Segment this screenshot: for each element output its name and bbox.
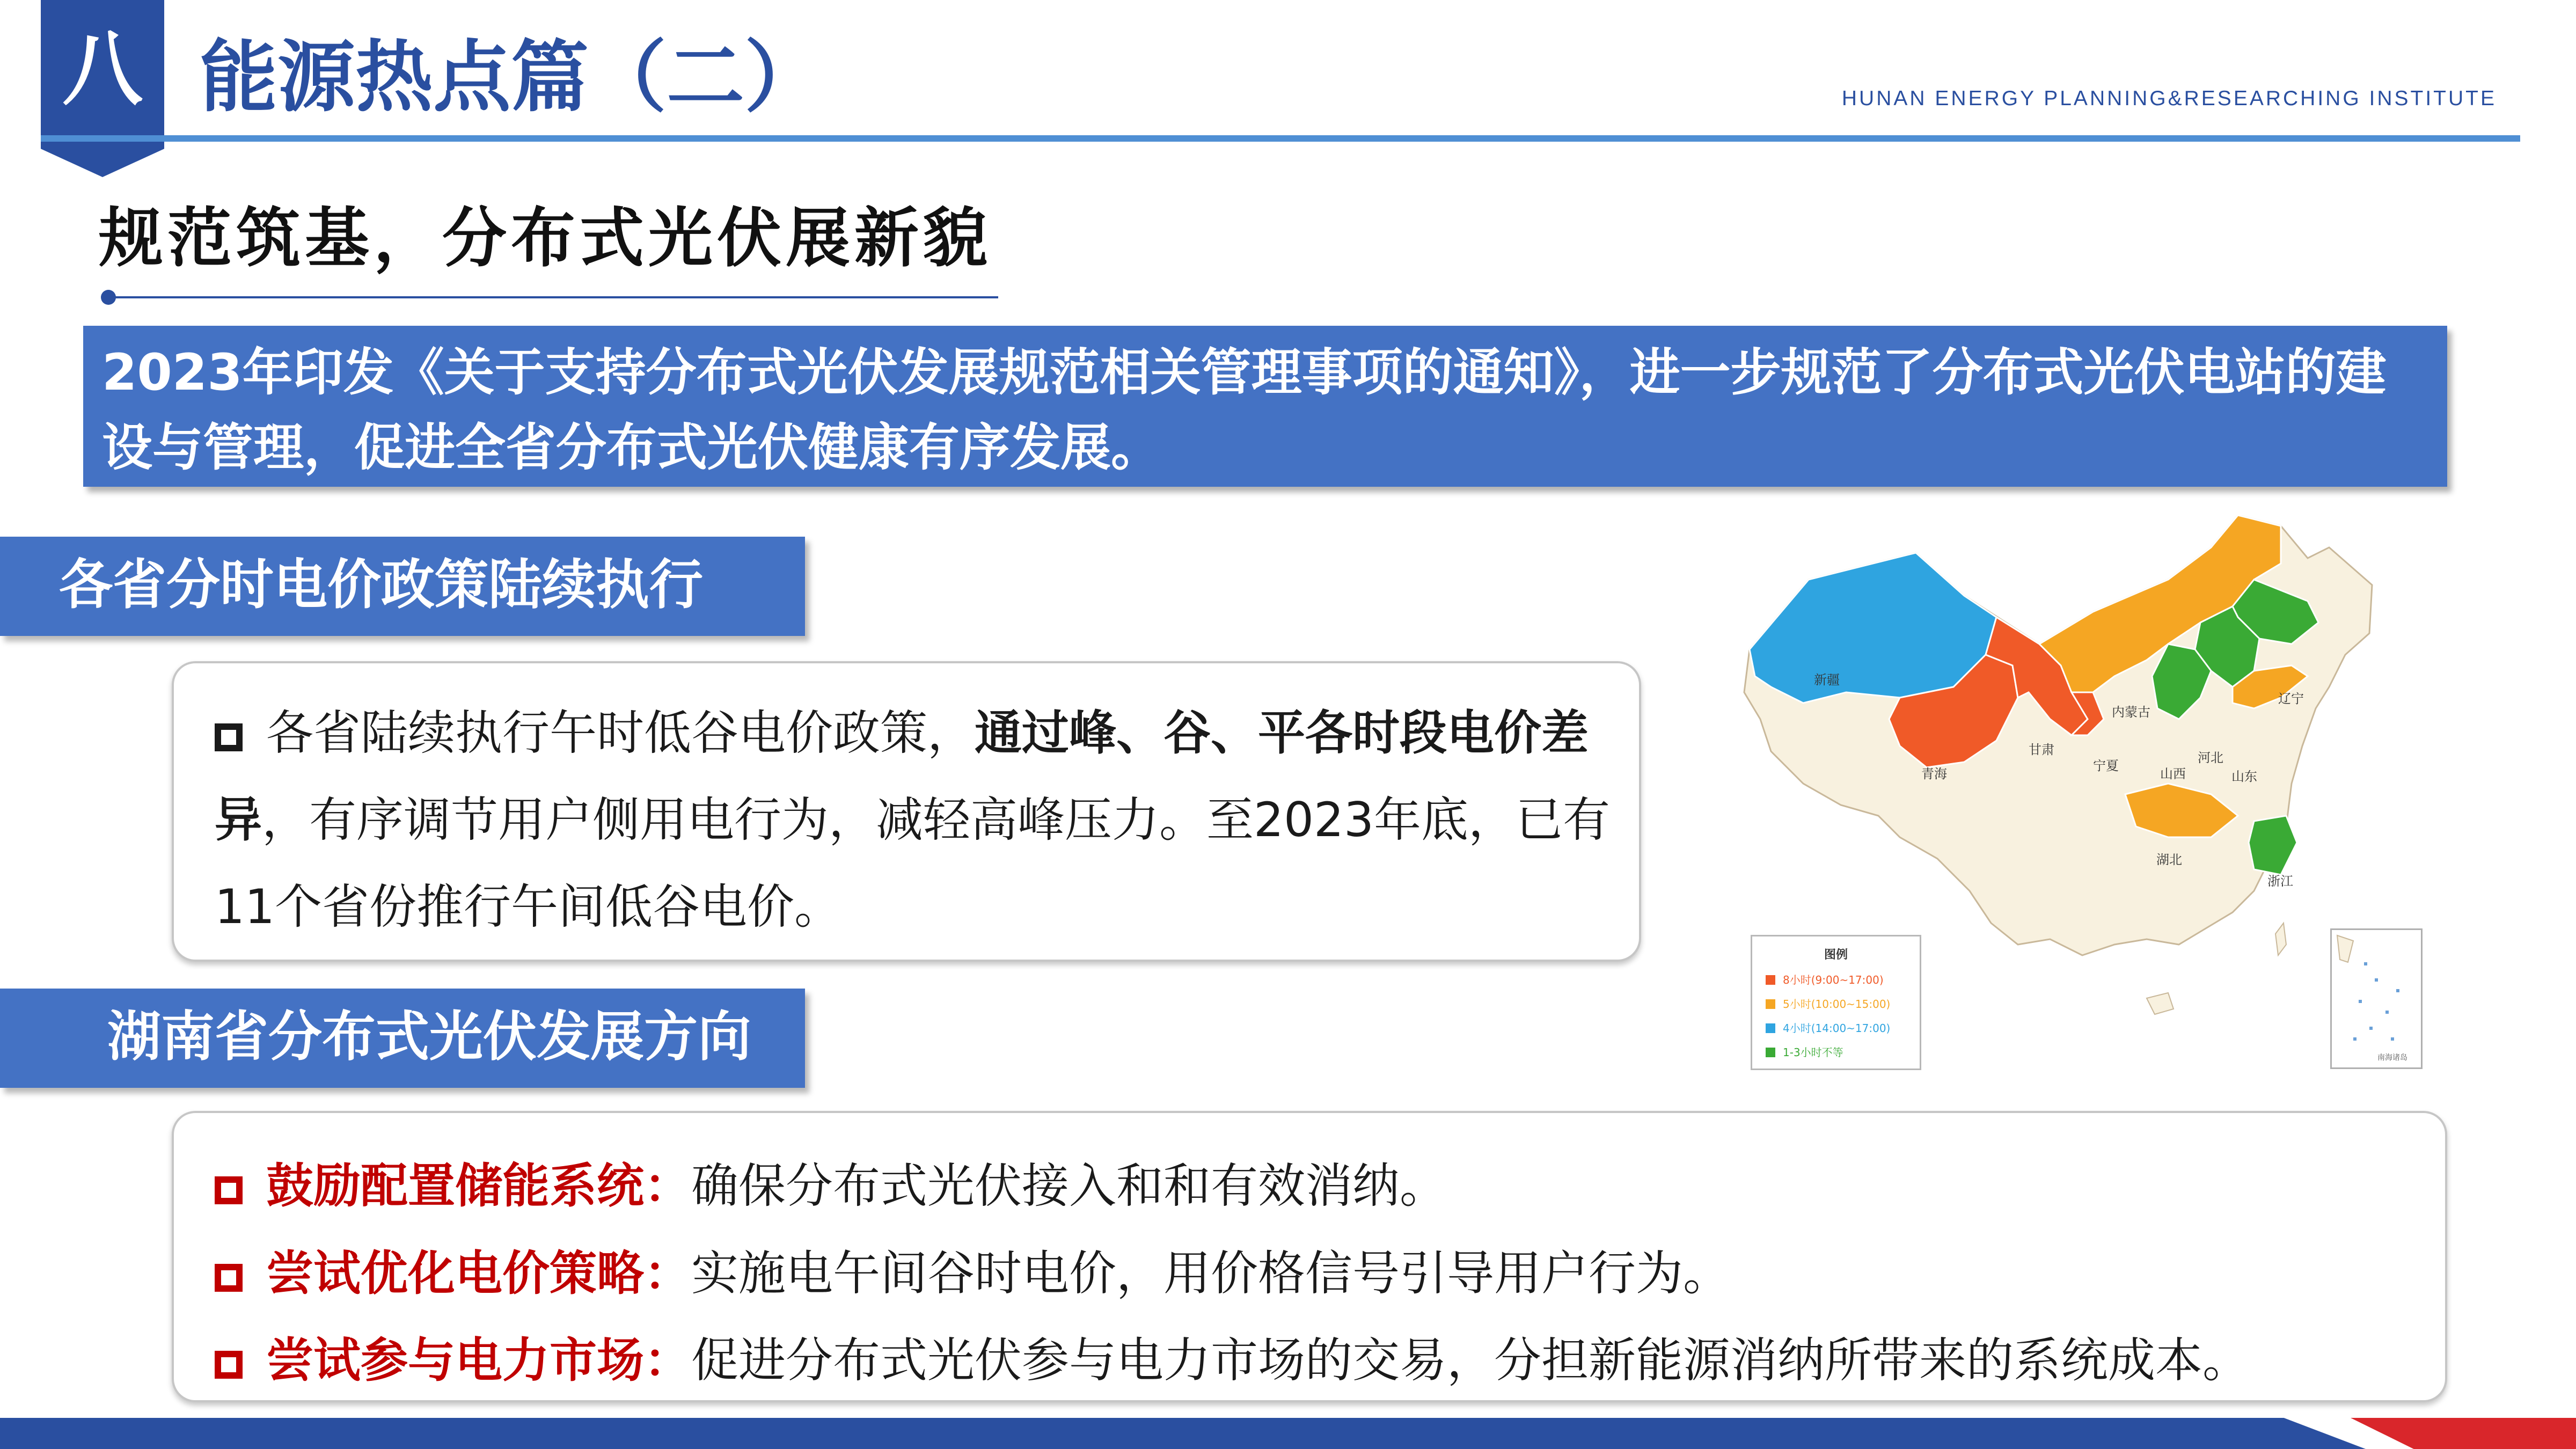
legend-swatch bbox=[1766, 975, 1775, 985]
header-divider bbox=[41, 135, 2520, 142]
direction-item-storage bbox=[215, 1157, 1447, 1216]
direction-text: 实施电午间谷时电价，用价格信号引导用户行为。 bbox=[691, 1246, 1731, 1301]
map-label-neimenggu: 内蒙古 bbox=[2112, 705, 2150, 720]
time-of-use-text-b: ，有序调节用户侧用电行为，减轻高峰压力。至2023年底，已有11个省份推行午间低谷电价。 bbox=[215, 792, 1610, 934]
direction-label: 鼓励配置储能系统： bbox=[266, 1158, 692, 1213]
section-tag-time-of-use: 各省分时电价政策陆续执行 bbox=[0, 537, 805, 636]
checkbox-bullet-icon bbox=[215, 1264, 243, 1292]
institute-name: HUNAN ENERGY PLANNING&RESEARCHING INSTITUTE bbox=[1841, 87, 2497, 110]
legend-item: 8小时(9:00~17:00) bbox=[1766, 971, 1884, 987]
checkbox-bullet-icon bbox=[215, 1176, 243, 1204]
section-tag-hunan-direction: 湖南省分布式光伏发展方向 bbox=[0, 989, 805, 1088]
map-label-gansu: 甘肃 bbox=[2029, 742, 2054, 757]
legend-item: 4小时(14:00~17:00) bbox=[1766, 1020, 1890, 1035]
legend-item: 1-3小时不等 bbox=[1766, 1044, 1843, 1059]
map-label-xinjiang: 新疆 bbox=[1814, 672, 1840, 687]
subtitle-underline bbox=[107, 296, 998, 298]
map-label-ningxia: 宁夏 bbox=[2093, 758, 2119, 773]
inset-map-svg bbox=[2332, 930, 2421, 1067]
subtitle: 规范筑基，分布式光伏展新貌 bbox=[99, 201, 992, 276]
region-taiwan bbox=[2275, 923, 2286, 955]
policy-banner-text: 2023年印发《关于支持分布式光伏发展规范相关管理事项的通知》，进一步规范了分布式光伏电站的建设与管理，促进全省分布式光伏健康有序发展。 bbox=[102, 343, 2387, 477]
map-label-shandong: 山东 bbox=[2231, 769, 2257, 784]
legend-item: 5小时(10:00~15:00) bbox=[1766, 996, 1890, 1011]
section-number: 八 bbox=[62, 23, 143, 116]
map-label-qinghai: 青海 bbox=[1921, 766, 1947, 781]
subtitle-dot bbox=[101, 290, 116, 305]
map-label-zhejiang: 浙江 bbox=[2267, 874, 2293, 889]
legend-title: 图例 bbox=[1824, 948, 1848, 962]
direction-label: 尝试优化电价策略： bbox=[266, 1246, 692, 1301]
time-of-use-text bbox=[215, 690, 1621, 950]
time-of-use-text-a: 各省陆续执行午时低谷电价政策， bbox=[266, 705, 975, 760]
footer-bar bbox=[0, 1418, 2576, 1449]
direction-item-market bbox=[215, 1331, 2250, 1390]
checkbox-bullet-icon bbox=[215, 723, 243, 751]
time-of-use-text-bold: 通过峰、谷、平各时段电价差异 bbox=[215, 705, 1589, 847]
region-zhejiang bbox=[2249, 816, 2297, 875]
page-title: 能源热点篇（二） bbox=[200, 32, 822, 123]
inset-label: 南海诸岛 bbox=[2377, 1053, 2407, 1062]
region-hainan bbox=[2147, 993, 2174, 1014]
map-label-liaoning: 辽宁 bbox=[2278, 691, 2304, 706]
direction-text: 促进分布式光伏参与电力市场的交易，分担新能源消纳所带来的系统成本。 bbox=[691, 1333, 2250, 1388]
map-label-shanxi: 山西 bbox=[2160, 766, 2186, 781]
legend-swatch bbox=[1766, 999, 1775, 1009]
map-label-hubei: 湖北 bbox=[2156, 852, 2182, 867]
legend-swatch bbox=[1766, 1048, 1775, 1057]
legend-swatch bbox=[1766, 1023, 1775, 1033]
south-china-sea-inset bbox=[2330, 928, 2423, 1069]
map-label-hebei: 河北 bbox=[2198, 750, 2223, 765]
direction-item-pricing bbox=[215, 1244, 1730, 1303]
checkbox-bullet-icon bbox=[215, 1351, 243, 1379]
direction-text: 确保分布式光伏接入和和有效消纳。 bbox=[691, 1158, 1447, 1213]
direction-label: 尝试参与电力市场： bbox=[266, 1333, 692, 1388]
